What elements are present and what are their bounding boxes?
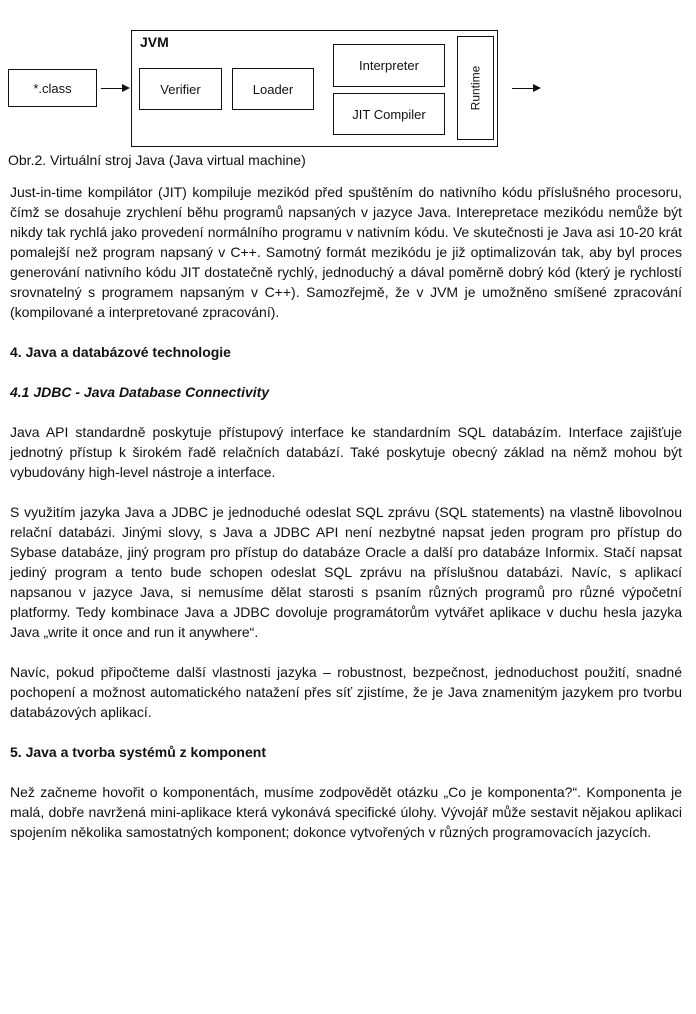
arrow-to-jvm-head (122, 84, 130, 92)
heading-section-5: 5. Java a tvorba systémů z komponent (10, 744, 266, 760)
jit-compiler-label: JIT Compiler (352, 106, 426, 122)
paragraph-komponenty: Než začneme hovořit o komponentách, musíme zodpovědět otázku „Co je komponenta?“. Komponenta je malá, dobře navržená mini-aplikace která vykonává specifické úlohy. Vývojář může sestavit nějakou aplikaci spojením několika samostatných komponent; dokonce vytvořených v různých programovacích jazycích. (10, 784, 682, 840)
loader-box (232, 68, 314, 110)
jvm-diagram (0, 0, 696, 168)
arrow-to-jvm (101, 88, 123, 89)
arrow-out (512, 88, 534, 89)
verifier-label: Verifier (160, 81, 201, 97)
verifier-box (139, 68, 222, 110)
interpreter-box (333, 44, 445, 87)
loader-label: Loader (252, 81, 294, 97)
runtime-label: Runtime (468, 65, 483, 111)
interpreter-label: Interpreter (359, 58, 419, 73)
jvm-label: JVM (140, 34, 169, 50)
heading-section-4-1: 4.1 JDBC - Java Database Connectivity (10, 384, 270, 400)
arrow-out-head (533, 84, 541, 92)
heading-section-4: 4. Java a databázové technologie (10, 344, 231, 360)
figure-caption: Obr.2. Virtuální stroj Java (Java virtual machine) (8, 152, 306, 168)
class-file-box (8, 69, 97, 107)
document-body (10, 182, 682, 862)
paragraph-java-api: Java API standardně poskytuje přístupový interface ke standardním SQL databázím. Interface zajišťuje jednotný přístup k širokém řadě relačních databází. Také poskytuje obecný základ na němž mohou být vybudovány high-level nástroje a interface. (10, 424, 682, 480)
runtime-box (457, 36, 494, 140)
paragraph-navic: Navíc, pokud připočteme další vlastnosti jazyka – robustnost, bezpečnost, jednoduchost použití, snadné pochopení a možnost automatického natažení přes síť zjistíme, že je Java znamenitým jazykem pro tvorbu databázových aplikací. (10, 664, 682, 720)
class-file-label: *.class (33, 80, 72, 96)
paragraph-jdbc: S využitím jazyka Java a JDBC je jednoduché odeslat SQL zprávu (SQL statements) na vlastně libovolnou relační databázi. Jinými slovy, s Java a JDBC API není nezbytné napsat jeden program pro přístup do Sybase databáze, jiný program pro přístup do databáze Oracle a další pro databáze Informix. Stačí napsat jediný program a tento bude schopen odeslat SQL zprávu na příslušnou databázi. Navíc, s aplikací napsanou v jazyce Java, si nemusíme dělat starosti s psaním různých programů pro různé výpočetní platformy. Tedy kombinace Java a JDBC dovoluje programátorům vytvářet aplikace v duchu hesla jazyka Java „write it once and run it anywhere“. (10, 504, 682, 640)
paragraph-jit: Just-in-time kompilátor (JIT) kompiluje mezikód před spuštěním do nativního kódu příslušného procesoru, čímž se dosahuje zrychlení běhu programů napsaných v jazyce Java. Interepretace mezikódu nemůže být nikdy tak rychlá jako provedení normálního programu v nativním kódu. Ve skutečnosti je Java asi 10-20 krát pomalejší než program napsaný v C++. Samotný formát mezikódu je již optimalizován tak, aby byl proces generování nativního kódu JIT dostatečně rychlý, jednoduchý a dával poměrně dobrý kód (který je rychlostí srovnatelný s programem napsaným v C++). Samozřejmě, že v JVM je umožněno smíšené zpracování (kompilované a interpretované zpracování). (10, 184, 682, 320)
jit-compiler-box (333, 93, 445, 135)
